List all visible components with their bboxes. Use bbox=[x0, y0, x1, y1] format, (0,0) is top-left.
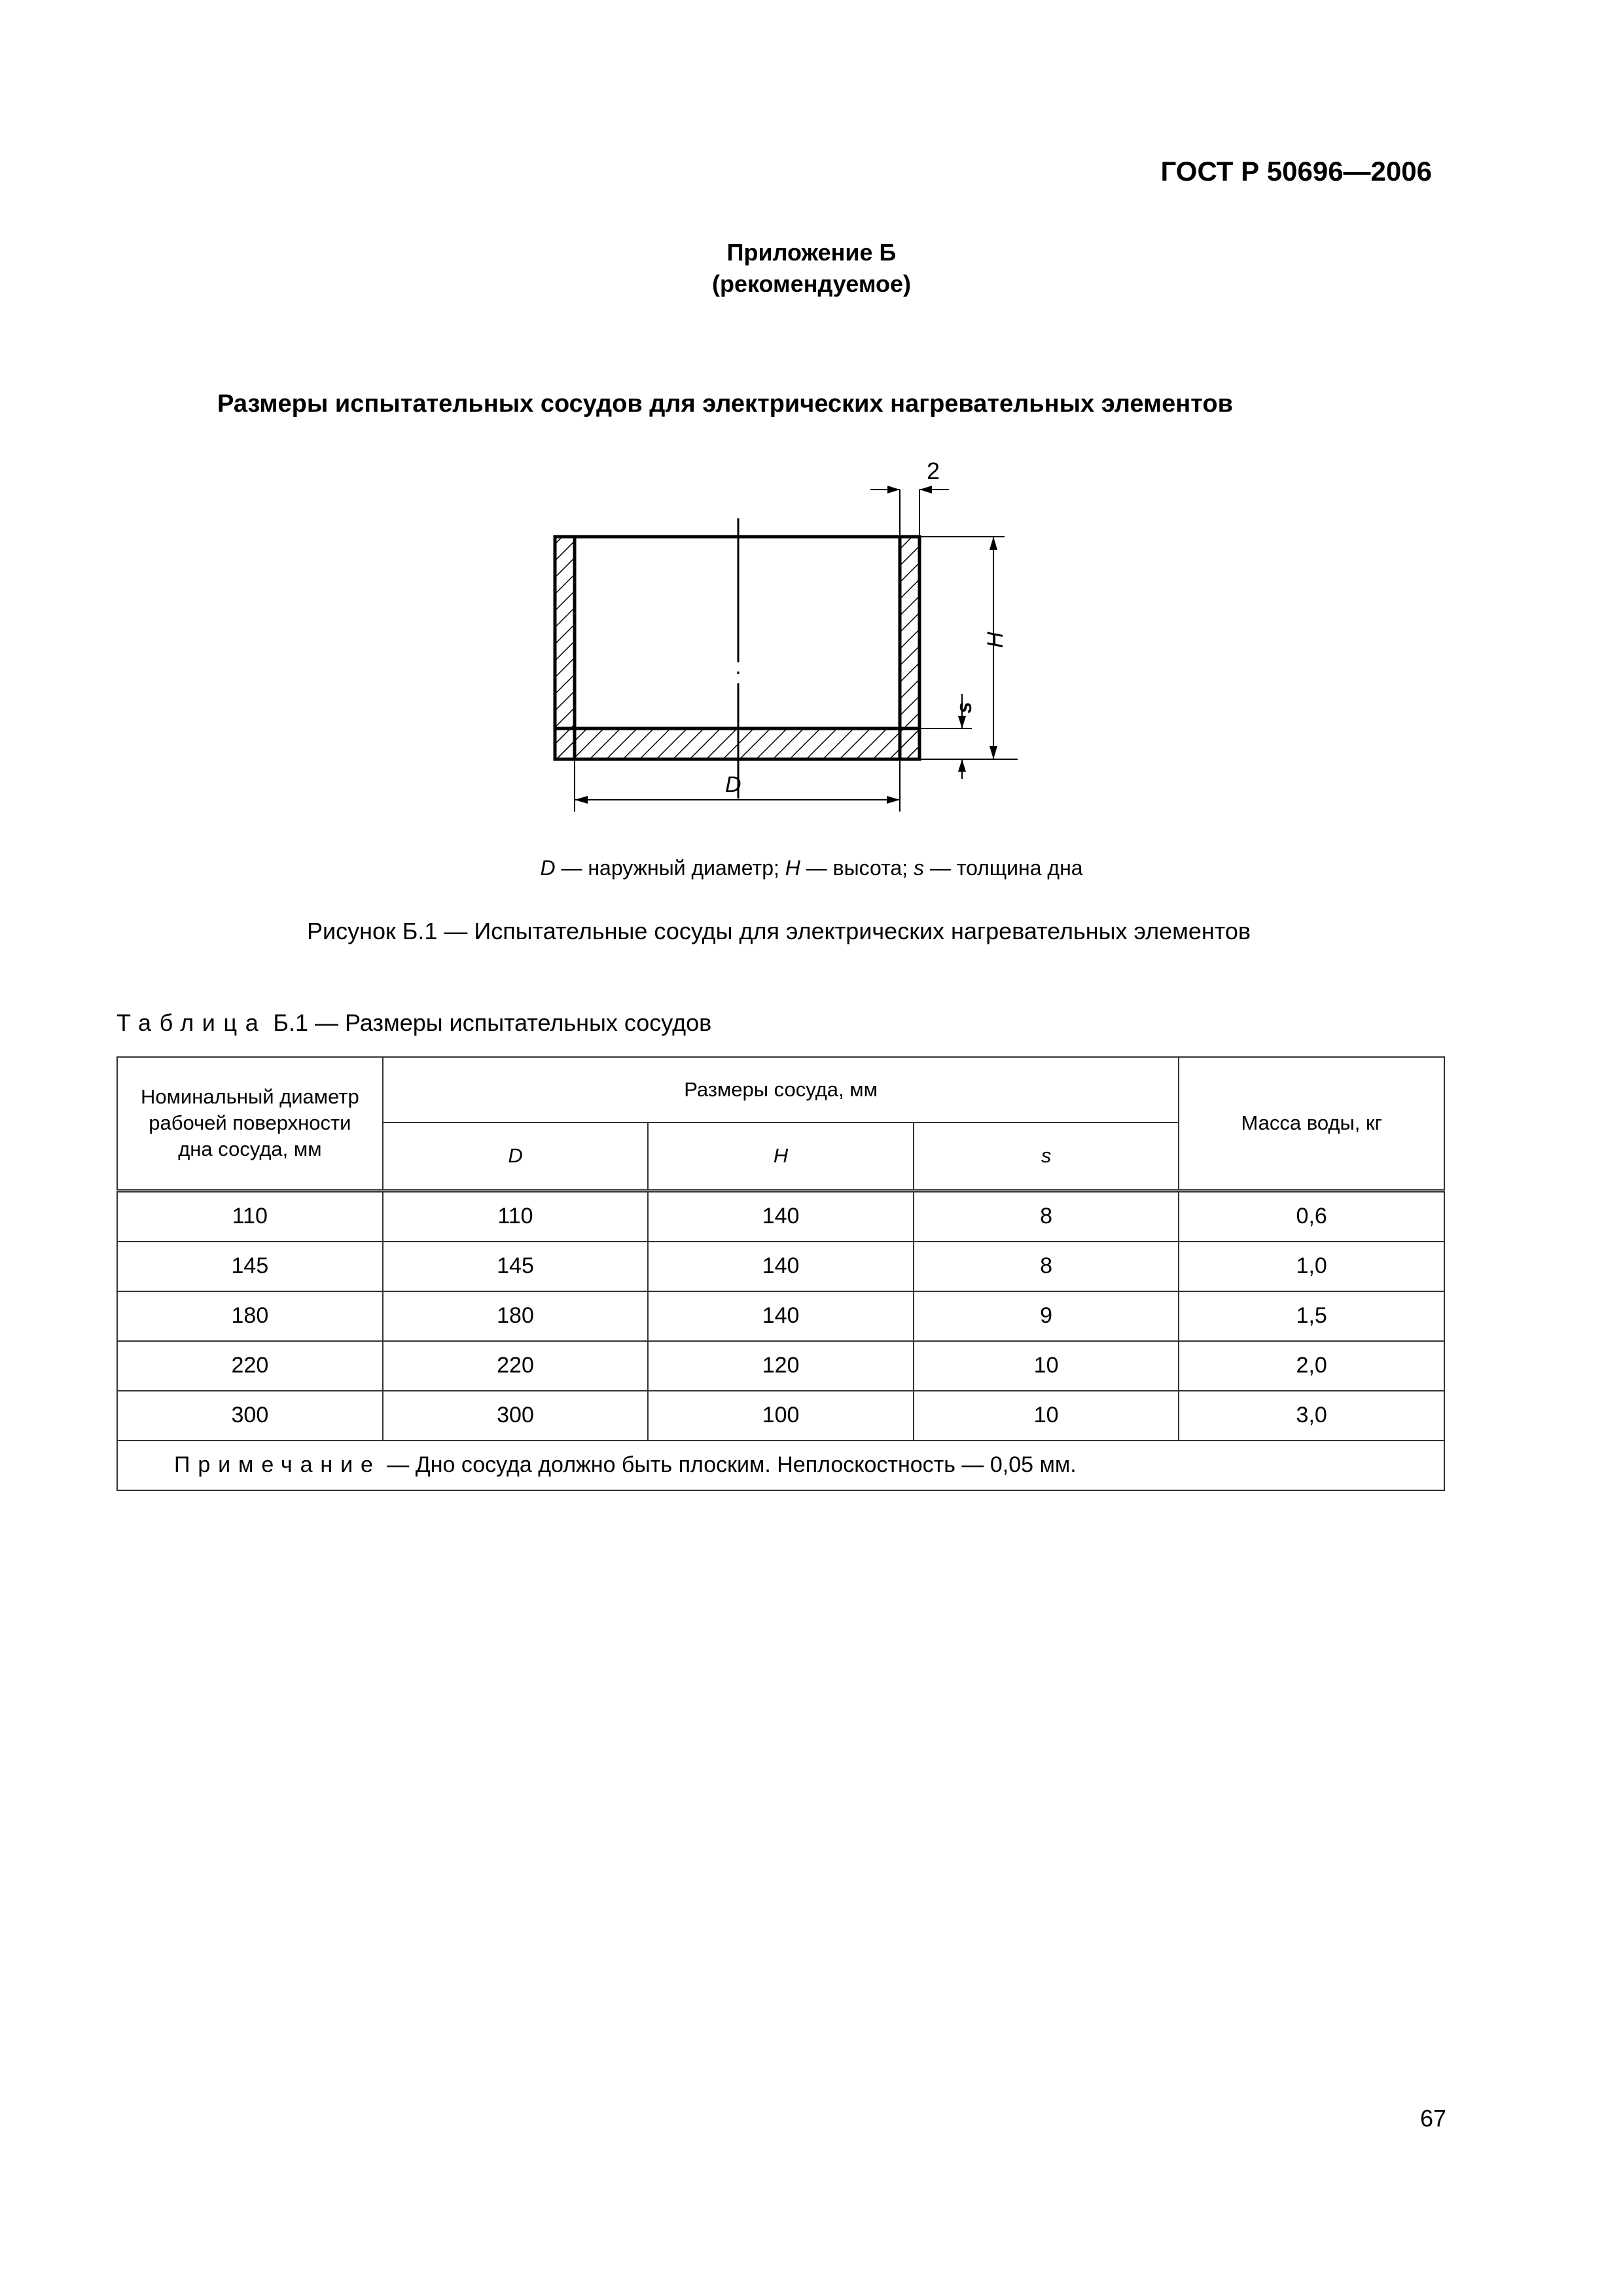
legend-H: H bbox=[785, 856, 800, 880]
cell: 140 bbox=[648, 1191, 914, 1242]
table-caption bbox=[116, 1009, 711, 1037]
cell: 110 bbox=[117, 1191, 383, 1242]
legend-D: D bbox=[540, 856, 556, 880]
legend-s: s bbox=[913, 856, 924, 880]
dimensions-table bbox=[116, 1056, 1445, 1491]
appendix-status: (рекомендуемое) bbox=[712, 270, 911, 297]
height-label: H bbox=[983, 632, 1008, 648]
cell: 220 bbox=[117, 1341, 383, 1391]
cell: 1,5 bbox=[1179, 1291, 1444, 1341]
page-title: Размеры испытательных сосудов для электрических нагревательных элементов bbox=[217, 390, 1233, 418]
cell: 220 bbox=[383, 1341, 649, 1391]
appendix-heading bbox=[85, 237, 1538, 300]
appendix-title: Приложение Б bbox=[726, 239, 897, 266]
table-row bbox=[117, 1291, 1444, 1341]
cell: 140 bbox=[648, 1291, 914, 1341]
cell: 300 bbox=[117, 1391, 383, 1441]
cell: 300 bbox=[383, 1391, 649, 1441]
header-s: s bbox=[914, 1122, 1179, 1191]
cell: 2,0 bbox=[1179, 1341, 1444, 1391]
cell: 0,6 bbox=[1179, 1191, 1444, 1242]
figure-caption: Рисунок Б.1 — Испытательные сосуды для электрических нагревательных элементов bbox=[306, 918, 1251, 944]
header-H: H bbox=[648, 1122, 914, 1191]
cell: 1,0 bbox=[1179, 1242, 1444, 1291]
cell: 10 bbox=[914, 1341, 1179, 1391]
wall-thickness-label: 2 bbox=[927, 458, 940, 484]
page-number: 67 bbox=[1419, 2105, 1446, 2132]
header-water-mass: Масса воды, кг bbox=[1179, 1057, 1444, 1191]
header-col1-line1: Номинальный диаметр bbox=[140, 1085, 359, 1109]
table-row bbox=[117, 1191, 1444, 1242]
cell: 8 bbox=[914, 1242, 1179, 1291]
document-code: ГОСТ Р 50696—2006 bbox=[1160, 156, 1432, 187]
figure-legend bbox=[85, 856, 1538, 880]
right-wall bbox=[900, 537, 919, 759]
table-note bbox=[117, 1441, 1444, 1490]
legend-s-text: — толщина дна bbox=[923, 856, 1083, 880]
cell: 180 bbox=[383, 1291, 649, 1341]
cell: 140 bbox=[648, 1242, 914, 1291]
cell: 100 bbox=[648, 1391, 914, 1441]
cell: 3,0 bbox=[1179, 1391, 1444, 1441]
legend-D-text: — наружный диаметр; bbox=[555, 856, 785, 880]
note-text: — Дно сосуда должно быть плоским. Неплоскостность — 0,05 мм. bbox=[380, 1452, 1077, 1477]
vessel-drawing bbox=[524, 458, 1060, 825]
header-col1-line3: дна сосуда, мм bbox=[178, 1138, 322, 1161]
cell: 180 bbox=[117, 1291, 383, 1341]
bottom-thickness-label: s bbox=[952, 702, 976, 713]
table-caption-prefix: Таблица bbox=[116, 1009, 267, 1036]
cell: 110 bbox=[383, 1191, 649, 1242]
table-row bbox=[117, 1242, 1444, 1291]
cell: 145 bbox=[383, 1242, 649, 1291]
table-row bbox=[117, 1341, 1444, 1391]
cell: 10 bbox=[914, 1391, 1179, 1441]
header-D: D bbox=[383, 1122, 649, 1191]
header-vessel-dimensions: Размеры сосуда, мм bbox=[383, 1057, 1179, 1122]
note-prefix: Примечание bbox=[174, 1452, 381, 1477]
cell: 120 bbox=[648, 1341, 914, 1391]
cell: 145 bbox=[117, 1242, 383, 1291]
cell: 8 bbox=[914, 1191, 1179, 1242]
header-nominal-diameter bbox=[117, 1057, 383, 1191]
header-col1-line2: рабочей поверхности bbox=[149, 1111, 351, 1135]
table-row bbox=[117, 1391, 1444, 1441]
left-wall bbox=[555, 537, 575, 759]
diameter-label: D bbox=[725, 772, 741, 797]
legend-H-text: — высота; bbox=[800, 856, 914, 880]
table-caption-rest: Б.1 — Размеры испытательных сосудов bbox=[266, 1009, 712, 1036]
cell: 9 bbox=[914, 1291, 1179, 1341]
